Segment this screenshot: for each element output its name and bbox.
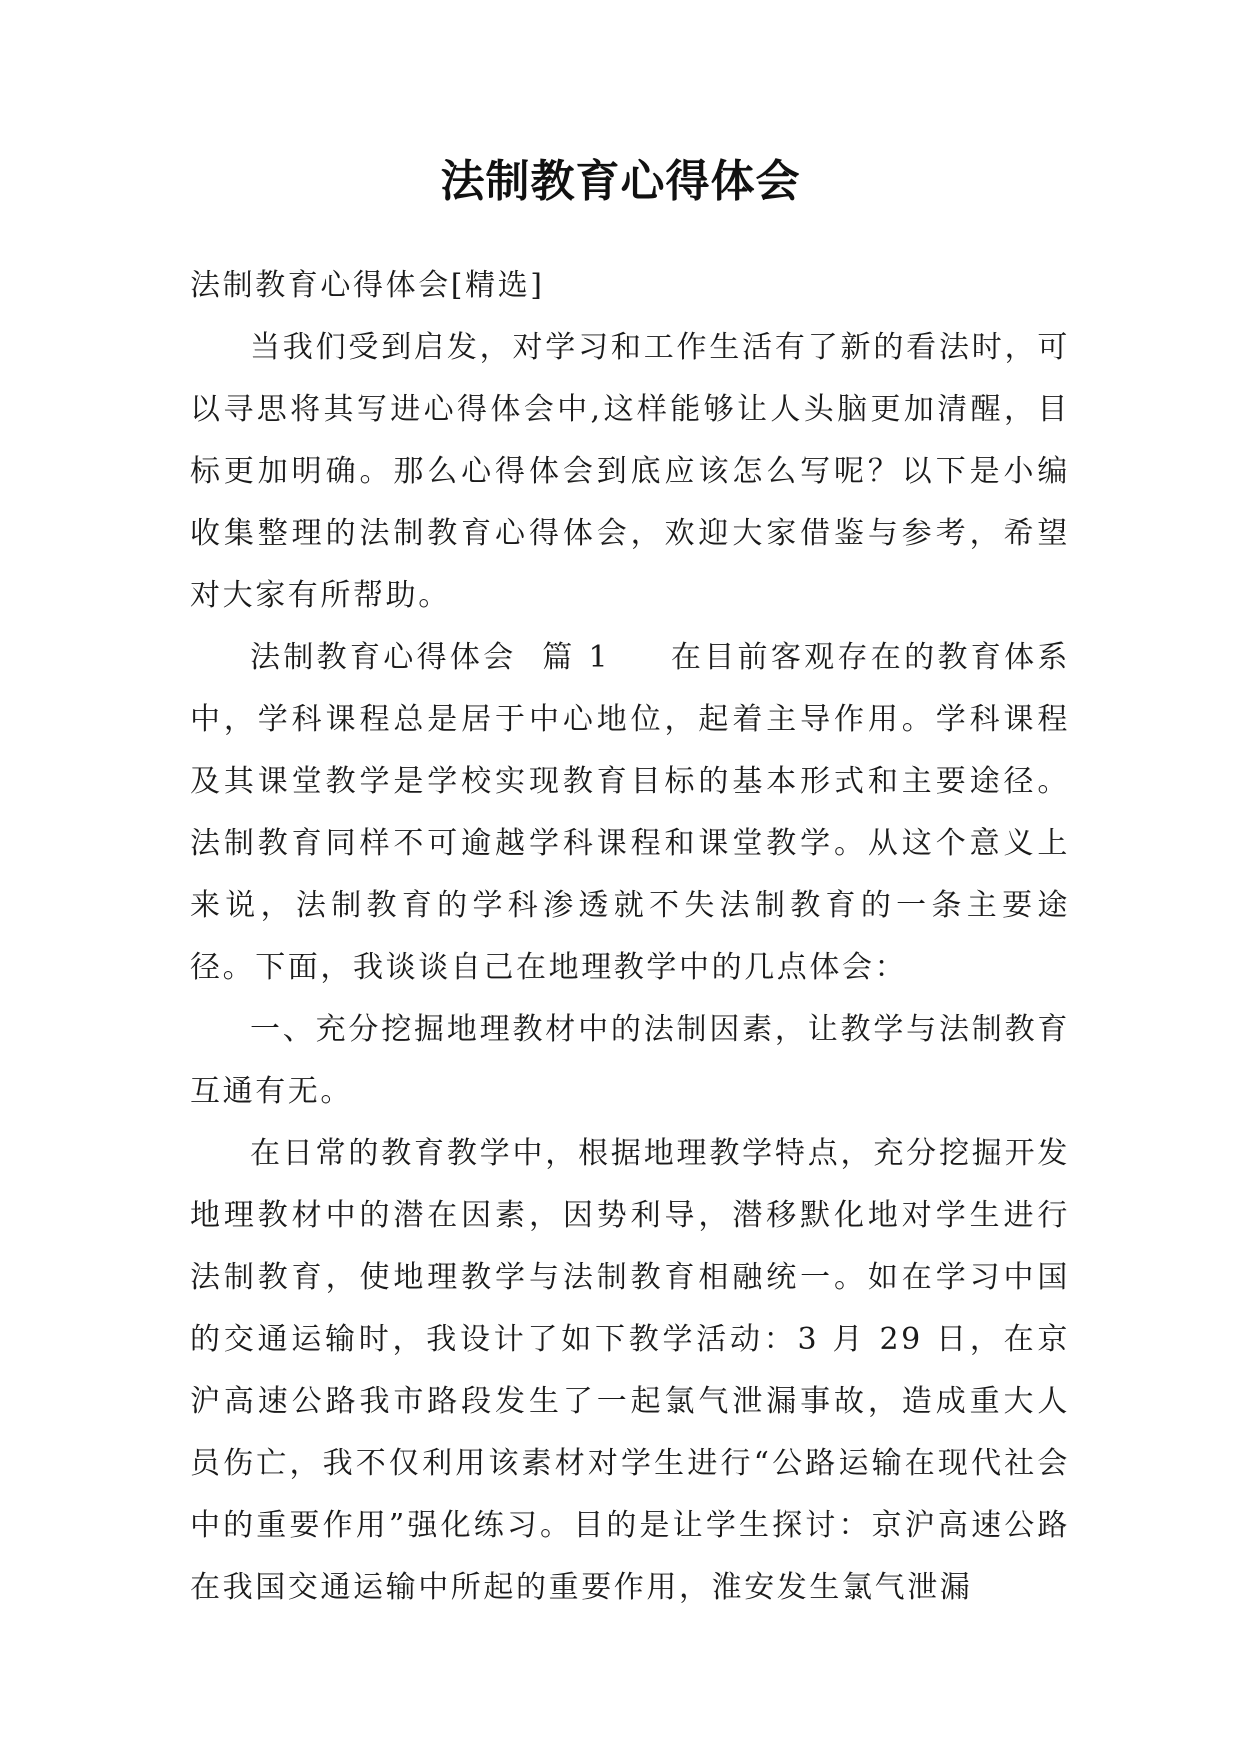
section-heading: 法制教育心得体会 篇 1 (250, 640, 611, 675)
document-body (190, 255, 1070, 1619)
document-title: 法制教育心得体会 (440, 156, 801, 207)
paragraph-three: 在日常的教育教学中，根据地理教学特点，充分挖掘开发地理教材中的潜在因素，因势利导，潜移默化地对学生进行法制教育，使地理教学与法制教育相融统一。如在学习中国的交通运输时，我设计了如下教学活动：3 月 29 日，在京沪高速公路我市路段发生了一起氯气泄漏事故，造成重大人员伤亡，我不仅利用该素材对学生进行“公路运输在现代社会中的重要作用”强化练习。目的是让学生探讨：京沪高速公路在我国交通运输中所起的重要作用，淮安发生氯气泄漏 (190, 1136, 1070, 1605)
intro-paragraph: 当我们受到启发，对学习和工作生活有了新的看法时，可以寻思将其写进心得体会中,这样能够让人头脑更加清醒，目标更加明确。那么心得体会到底应该怎么写呢？以下是小编收集整理的法制教育心得体会，欢迎大家借鉴与参考，希望对大家有所帮助。 (190, 330, 1070, 613)
document-subtitle: 法制教育心得体会[精选] (190, 268, 545, 303)
point-one-heading: 一、充分挖掘地理教材中的法制因素，让教学与法制教育互通有无。 (190, 1012, 1070, 1109)
section-first-paragraph-text: 在目前客观存在的教育体系中，学科课程总是居于中心地位，起着主导作用。学科课程及其课堂教学是学校实现教育目标的基本形式和主要途径。法制教育同样不可逾越学科课程和课堂教学。从这个意义上来说，法制教育的学科渗透就不失法制教育的一条主要途径。下面，我谈谈自己在地理教学中的几点体会： (190, 640, 1071, 985)
section-one-paragraph (190, 627, 1070, 999)
